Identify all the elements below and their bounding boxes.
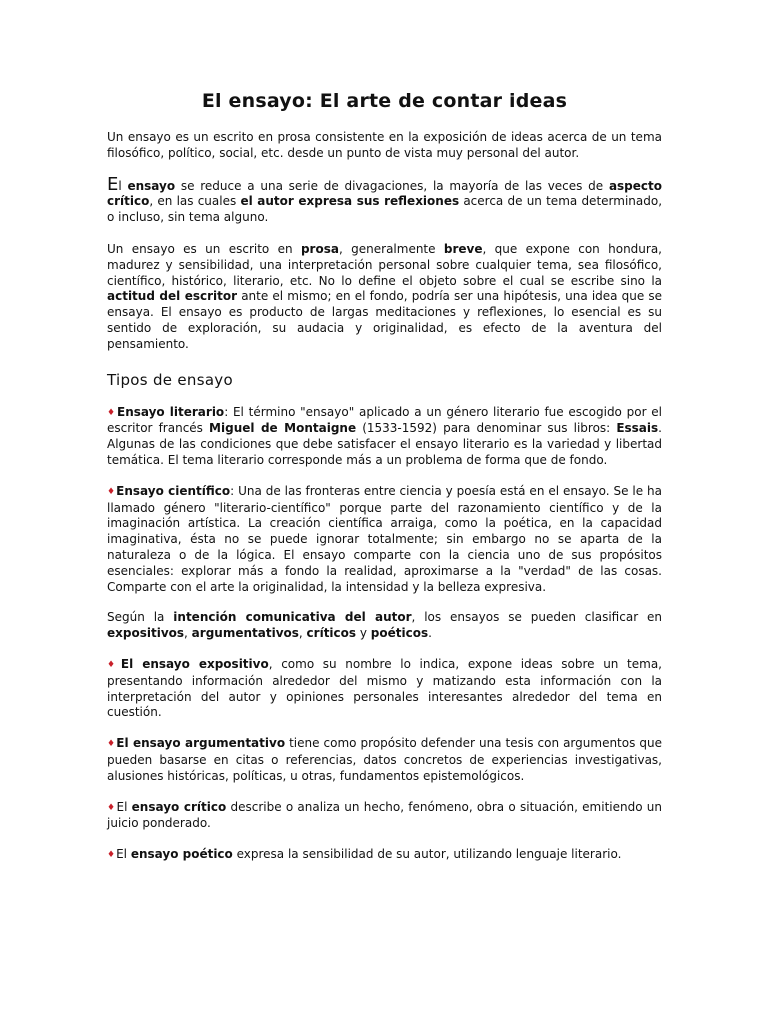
definition-paragraph: El ensayo se reduce a una serie de divagaciones, la mayoría de las veces de aspecto crítico, en las cuales el autor expresa sus reflexiones acerca de un tema determinado, o incluso, sin tema alguno. <box>107 173 663 225</box>
classification-paragraph: Según la intención comunicativa del autor, los ensayos se pueden clasificar en expositivos, argumentativos, críticos y poéticos. <box>107 610 662 641</box>
bold-term: expositivos <box>107 626 185 641</box>
list-item-argumentativo: ♦El ensayo argumentativo tiene como propósito defender una tesis con argumentos que pueden basarse en citas o referencias, datos concretos de experiencias investigativas, alusiones históricas, políticas, u otras, fundamentos epistemológicos. <box>107 736 662 783</box>
document-page <box>107 90 662 879</box>
list-item-expositivo: ♦El ensayo expositivo, como su nombre lo indica, expone ideas sobre un tema, presentando información alrededor del mismo y matizando esta información con la interpretación del autor y opiniones personales interesantes alrededor del tema en cuestión. <box>107 656 662 720</box>
bold-term: El ensayo argumentativo <box>116 736 286 751</box>
intro-text: Un ensayo es un escrito en prosa consistente en la exposición de ideas acerca de un tema filosófico, político, social, etc. desde un punto de vista muy personal del autor. <box>107 130 662 160</box>
bold-term: El ensayo expositivo <box>120 656 269 671</box>
list-item-literario: ♦Ensayo literario: El término "ensayo" aplicado a un género literario fue escogido por el escritor francés Miguel de Montaigne (1533-1592) para denominar sus libros: Essais. Algunas de las condiciones que debe satisfacer el ensayo literario es la variedad y libertad temática. El tema literario corresponde más a un problema de forma que de fondo. <box>107 404 662 467</box>
bold-term: aspecto crítico <box>107 178 662 209</box>
diamond-bullet-icon: ♦ <box>107 850 116 861</box>
drop-cap: E <box>107 173 119 195</box>
bold-term: poéticos <box>370 626 429 641</box>
section-heading-tipos: Tipos de ensayo <box>107 370 233 389</box>
bold-term: ensayo poético <box>130 847 233 862</box>
bold-term: Essais <box>616 421 659 436</box>
bold-term: actitud del escritor <box>107 289 238 304</box>
bold-term: el autor expresa sus reflexiones <box>240 194 460 209</box>
bold-term: argumentativos <box>191 626 299 641</box>
bold-term: Miguel de Montaigne <box>209 421 357 436</box>
list-item-cientifico: ♦Ensayo científico: Una de las fronteras entre ciencia y poesía está en el ensayo. Se le ha llamado género "literario-científico" porque parte del razonamiento científico y de la imaginación artística. La creación científica arraiga, como la poética, en la capacidad imaginativa, ésta no se puede ignorar totalmente; sin embargo no se aparta de la naturaleza o de la lógica. El ensayo comparte con la ciencia uno de sus propósitos esenciales: explorar más a fondo la realidad, aproximarse a la "verdad" de las cosas. Comparte con el arte la originalidad, la intensidad y la belleza expresiva. <box>107 483 662 594</box>
bold-term: Ensayo científico <box>116 483 231 498</box>
intro-paragraph <box>107 130 662 162</box>
description-paragraph: Un ensayo es un escrito en prosa, generalmente breve, que expone con hondura, madurez y sensibilidad, una interpretación personal sobre cualquier tema, sea filosófico, científico, histórico, literario, etc. No lo define el objeto sobre el cual se escribe sino la actitud del escritor ante el mismo; en el fondo, podría ser una hipótesis, una idea que se ensaya. El ensayo es producto de largas meditaciones y reflexiones, lo esencial es su sentido de exploración, su audacia y originalidad, es efecto de la aventura del pensamiento. <box>107 241 662 351</box>
bold-term: ensayo <box>127 178 176 193</box>
diamond-bullet-icon: ♦ <box>107 802 116 813</box>
bold-term: ensayo crítico <box>131 799 227 814</box>
list-item-poetico: ♦El ensayo poético expresa la sensibilidad de su autor, utilizando lenguaje literario. <box>107 847 622 862</box>
bold-term: críticos <box>306 626 357 641</box>
bold-term: Ensayo literario <box>117 404 225 419</box>
diamond-bullet-icon: ♦ <box>107 486 116 497</box>
bold-term: intención comunicativa del autor <box>173 610 412 625</box>
list-item-critico: ♦El ensayo crítico describe o analiza un hecho, fenómeno, obra o situación, emitiendo un juicio ponderado. <box>107 799 662 831</box>
bold-term: breve <box>443 241 483 256</box>
diamond-bullet-icon: ♦ <box>107 407 116 418</box>
bold-term: prosa <box>300 241 339 256</box>
diamond-bullet-icon: ♦ <box>107 659 120 670</box>
page-title: El ensayo: El arte de contar ideas <box>201 90 568 112</box>
diamond-bullet-icon: ♦ <box>107 739 116 750</box>
